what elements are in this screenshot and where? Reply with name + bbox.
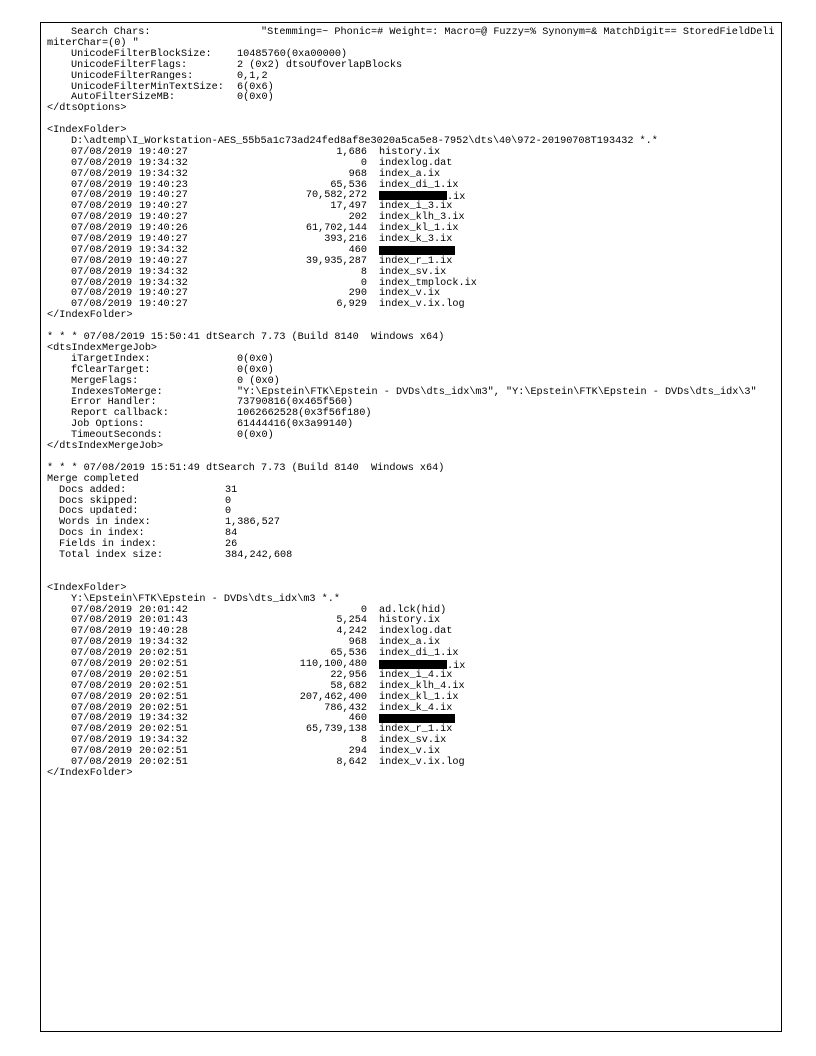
file-date: 07/08/2019 xyxy=(71,266,133,278)
file-date: 07/08/2019 xyxy=(71,648,133,660)
index-folder-path: D:\adtemp\I_Workstation-AES_55b5a1c73ad24fed8af8e3020a5ca5e8-7952\dts\40\972-20190708T193432 *.* xyxy=(71,136,658,148)
redaction-box xyxy=(379,714,455,723)
merge-job-row-value: 73790816(0x465f560) xyxy=(237,397,354,409)
merge-stat-row-value: 26 xyxy=(225,539,238,551)
merge-job-row-value: 0(0x0) xyxy=(237,430,274,442)
file-date: 07/08/2019 xyxy=(71,757,133,769)
index-folder-open-tag: <IndexFolder> xyxy=(47,125,127,137)
merge-job-row-label: MergeFlags: xyxy=(71,375,139,387)
file-date: 07/08/2019 xyxy=(71,746,133,758)
file-date: 07/08/2019 xyxy=(71,299,133,311)
merge-job-row-label: IndexesToMerge: xyxy=(71,386,163,398)
merge-job-row-label: Job Options: xyxy=(71,419,145,431)
merge-result-rows xyxy=(47,486,777,562)
file-name: indexlog.dat xyxy=(379,157,453,169)
merge-job-row xyxy=(47,366,777,377)
file-time: 19:34:32 xyxy=(139,266,188,278)
merge-stat-row xyxy=(47,551,777,562)
file-size: 0 xyxy=(360,277,367,289)
merge-job-close-tag: </dtsIndexMergeJob> xyxy=(47,441,164,453)
file-size: 22,956 xyxy=(330,669,367,681)
file-name: index_kl_1.ix xyxy=(379,223,459,235)
file-size: 393,216 xyxy=(324,234,367,246)
file-date: 07/08/2019 xyxy=(71,691,133,703)
option-row-value: 2 (0x2) dtsoUfOverlapBlocks xyxy=(237,59,403,71)
search-chars-row xyxy=(47,28,777,50)
file-date: 07/08/2019 xyxy=(71,659,133,670)
file-size: 1,686 xyxy=(336,146,367,158)
file-date: 07/08/2019 xyxy=(71,669,133,681)
file-date: 07/08/2019 xyxy=(71,212,133,224)
file-date: 07/08/2019 xyxy=(71,724,133,736)
option-row-label: UnicodeFilterRanges: xyxy=(71,70,194,82)
file-size: 0 xyxy=(360,157,367,169)
file-time: 20:02:51 xyxy=(139,680,188,692)
file-date: 07/08/2019 xyxy=(71,255,133,267)
file-size: 8,642 xyxy=(336,757,367,769)
file-size: 65,536 xyxy=(330,179,367,191)
merge-job-row-value: 61444416(0x3a99140) xyxy=(237,419,354,431)
file-date: 07/08/2019 xyxy=(71,702,133,714)
file-size: 8 xyxy=(360,735,367,747)
file-size: 968 xyxy=(348,168,367,180)
file-name: ad.lck(hid) xyxy=(379,604,447,616)
file-date: 07/08/2019 xyxy=(71,615,133,627)
option-row xyxy=(47,93,777,104)
merge-stat-row-value: 384,242,608 xyxy=(225,550,293,562)
index-folder-open-tag: <IndexFolder> xyxy=(47,582,127,594)
merge-stat-row-label: Docs updated: xyxy=(59,506,139,518)
file-date: 07/08/2019 xyxy=(71,190,133,202)
file-size: 294 xyxy=(348,746,367,758)
merge-job-row-value: 0 (0x0) xyxy=(237,375,280,387)
file-size: 460 xyxy=(348,713,367,725)
file-size: 202 xyxy=(348,212,367,224)
file-time: 20:02:51 xyxy=(139,659,188,670)
merge-stat-row-label: Fields in index: xyxy=(59,539,157,551)
file-name: index_sv.ix xyxy=(379,266,447,278)
file-size: 0 xyxy=(360,604,367,616)
merge-job-row-label: Report callback: xyxy=(71,408,169,420)
merge-result-timestamp: * * * 07/08/2019 15:51:49 dtSearch 7.73 (Build 8140 Windows x64) xyxy=(47,462,445,474)
option-row-label: UnicodeFilterFlags: xyxy=(71,59,188,71)
file-name: index_k_3.ix xyxy=(379,234,453,246)
file-date: 07/08/2019 xyxy=(71,713,133,725)
file-time: 19:40:27 xyxy=(139,299,188,311)
merge-stat-row-label: Docs added: xyxy=(59,484,127,496)
merge-stat-row-value: 0 xyxy=(225,506,232,518)
file-date: 07/08/2019 xyxy=(71,626,133,638)
file-time: 19:34:32 xyxy=(139,244,188,256)
file-name: index_kl_1.ix xyxy=(379,691,459,703)
file-time: 19:34:32 xyxy=(139,157,188,169)
merge-job-row-label: TimeoutSeconds: xyxy=(71,430,163,442)
file-time: 20:01:42 xyxy=(139,604,188,616)
file-time: 20:02:51 xyxy=(139,757,188,769)
file-size: 460 xyxy=(348,244,367,256)
file-date: 07/08/2019 xyxy=(71,604,133,616)
file-time: 20:02:51 xyxy=(139,669,188,681)
file-time: 19:40:27 xyxy=(139,146,188,158)
log-content xyxy=(47,28,777,780)
file-date: 07/08/2019 xyxy=(71,277,133,289)
file-time: 20:02:51 xyxy=(139,702,188,714)
index-folder-close-tag: </IndexFolder> xyxy=(47,767,133,779)
file-time: 19:40:27 xyxy=(139,212,188,224)
file-time: 19:40:27 xyxy=(139,201,188,213)
merge-job-row-label: Error Handler: xyxy=(71,397,157,409)
option-row-label: AutoFilterSizeMB: xyxy=(71,92,175,104)
file-time: 19:40:28 xyxy=(139,626,188,638)
file-time: 20:02:51 xyxy=(139,691,188,703)
redaction-box xyxy=(379,191,447,200)
file-name: index_r_1.ix xyxy=(379,724,453,736)
merge-stat-row-value: 84 xyxy=(225,528,238,540)
merge-result-heading: Merge completed xyxy=(47,473,139,485)
options-close-tag: </dtsOptions> xyxy=(47,103,127,115)
file-size: 65,536 xyxy=(330,648,367,660)
file-row xyxy=(47,170,777,181)
file-date: 07/08/2019 xyxy=(71,288,133,300)
merge-job-timestamp: * * * 07/08/2019 15:50:41 dtSearch 7.73 (Build 8140 Windows x64) xyxy=(47,332,445,344)
merge-stat-row xyxy=(47,497,777,508)
file-time: 19:40:26 xyxy=(139,223,188,235)
file-date: 07/08/2019 xyxy=(71,146,133,158)
file-row xyxy=(47,693,777,704)
file-name: indexlog.dat xyxy=(379,626,453,638)
merge-job-open-tag: <dtsIndexMergeJob> xyxy=(47,342,158,354)
file-size: 65,739,138 xyxy=(305,724,367,736)
merge-job-rows xyxy=(47,355,777,442)
file-date: 07/08/2019 xyxy=(71,637,133,649)
file-size: 110,100,480 xyxy=(299,659,367,670)
option-row-label: UnicodeFilterMinTextSize: xyxy=(71,81,224,93)
file-time: 19:34:32 xyxy=(139,168,188,180)
option-row-value: 10485760(0xa00000) xyxy=(237,48,348,60)
merge-stat-row-label: Docs in index: xyxy=(59,528,145,540)
file-date: 07/08/2019 xyxy=(71,157,133,169)
file-time: 20:02:51 xyxy=(139,724,188,736)
option-row-value: 6(0x6) xyxy=(237,81,274,93)
file-time: 20:01:43 xyxy=(139,615,188,627)
file-size: 786,432 xyxy=(324,702,367,714)
file-size: 207,462,400 xyxy=(299,691,367,703)
file-time: 19:40:27 xyxy=(139,288,188,300)
file-name-text: .ix xyxy=(447,192,466,204)
file-size: 4,242 xyxy=(336,626,367,638)
file-name: history.ix xyxy=(379,615,441,627)
merge-stat-row-value: 1,386,527 xyxy=(225,517,281,529)
file-time: 19:34:32 xyxy=(139,277,188,289)
option-row-value: 0,1,2 xyxy=(237,70,268,82)
file-date: 07/08/2019 xyxy=(71,179,133,191)
option-row-value: 0(0x0) xyxy=(237,92,274,104)
file-name: index_r_1.ix xyxy=(379,255,453,267)
file-name: index_v.ix xyxy=(379,746,441,758)
search-chars-value: "Stemming=~ Phonic=# Weight=: Macro=@ Fuzzy=% Synonym=& MatchDigit== StoredFieldDelimiterChar=(0) " xyxy=(47,27,775,49)
file-row xyxy=(47,300,777,311)
file-time: 19:34:32 xyxy=(139,713,188,725)
file-size: 58,682 xyxy=(330,680,367,692)
file-name: index_a.ix xyxy=(379,168,441,180)
file-name: index_v.ix.log xyxy=(379,757,465,769)
index-folder-file-list xyxy=(47,606,777,769)
index-folder-path: Y:\Epstein\FTK\Epstein - DVDs\dts_idx\m3 *.* xyxy=(71,593,340,605)
merge-stat-row-label: Words in index: xyxy=(59,517,151,529)
merge-stat-row-label: Total index size: xyxy=(59,550,163,562)
file-name: index_k_4.ix xyxy=(379,702,453,714)
merge-stat-row-label: Docs skipped: xyxy=(59,495,139,507)
file-size: 290 xyxy=(348,288,367,300)
options-rows xyxy=(47,50,777,105)
file-size: 5,254 xyxy=(336,615,367,627)
file-row xyxy=(47,758,777,769)
file-date: 07/08/2019 xyxy=(71,168,133,180)
file-date: 07/08/2019 xyxy=(71,223,133,235)
merge-job-row-label: fClearTarget: xyxy=(71,364,151,376)
merge-stat-row xyxy=(47,518,777,529)
merge-job-row-value: 1062662528(0x3f56f180) xyxy=(237,408,372,420)
merge-job-row-value: "Y:\Epstein\FTK\Epstein - DVDs\dts_idx\m3", "Y:\Epstein\FTK\Epstein - DVDs\dts_idx\3" xyxy=(237,386,757,398)
file-size: 968 xyxy=(348,637,367,649)
option-row-label: UnicodeFilterBlockSize: xyxy=(71,48,212,60)
file-size: 61,702,144 xyxy=(305,223,367,235)
file-date: 07/08/2019 xyxy=(71,201,133,213)
redaction-box xyxy=(379,660,447,669)
file-time: 19:40:27 xyxy=(139,234,188,246)
file-size: 17,497 xyxy=(330,201,367,213)
file-name: index_klh_4.ix xyxy=(379,680,465,692)
option-row xyxy=(47,72,777,83)
file-name: index_di_1.ix xyxy=(379,179,459,191)
file-date: 07/08/2019 xyxy=(71,234,133,246)
file-name: index_di_1.ix xyxy=(379,648,459,660)
file-size: 6,929 xyxy=(336,299,367,311)
file-time: 20:02:51 xyxy=(139,648,188,660)
document-frame xyxy=(40,22,782,1032)
merge-stat-row-value: 31 xyxy=(225,484,238,496)
file-name: index_i_3.ix xyxy=(379,201,453,213)
file-name: index_a.ix xyxy=(379,637,441,649)
merge-job-row-label: iTargetIndex: xyxy=(71,353,151,365)
file-name: index_v.ix xyxy=(379,288,441,300)
file-name: index_i_4.ix xyxy=(379,669,453,681)
file-time: 19:40:27 xyxy=(139,190,188,202)
file-size: 8 xyxy=(360,266,367,278)
file-time: 19:34:32 xyxy=(139,637,188,649)
merge-stat-row xyxy=(47,507,777,518)
merge-job-row xyxy=(47,355,777,366)
index-folder-close-tag: </IndexFolder> xyxy=(47,310,133,322)
file-date: 07/08/2019 xyxy=(71,735,133,747)
redaction-box xyxy=(379,246,455,255)
option-row xyxy=(47,61,777,72)
merge-stat-row-value: 0 xyxy=(225,495,232,507)
file-size: 39,935,287 xyxy=(305,255,367,267)
file-date: 07/08/2019 xyxy=(71,244,133,256)
search-chars-label: Search Chars: xyxy=(71,27,151,38)
file-size: 70,582,272 xyxy=(305,190,367,202)
file-name: index_tmplock.ix xyxy=(379,277,477,289)
index-folder-file-list xyxy=(47,148,777,311)
file-time: 19:40:27 xyxy=(139,255,188,267)
file-name: index_klh_3.ix xyxy=(379,212,465,224)
file-time: 19:40:23 xyxy=(139,179,188,191)
file-time: 20:02:51 xyxy=(139,746,188,758)
merge-job-row xyxy=(47,409,777,420)
merge-job-row-value: 0(0x0) xyxy=(237,353,274,365)
merge-stat-row xyxy=(47,486,777,497)
merge-job-row-value: 0(0x0) xyxy=(237,364,274,376)
file-time: 19:34:32 xyxy=(139,735,188,747)
file-name: history.ix xyxy=(379,146,441,158)
file-row xyxy=(47,268,777,279)
file-name: index_sv.ix xyxy=(379,735,447,747)
file-name: index_v.ix.log xyxy=(379,299,465,311)
file-date: 07/08/2019 xyxy=(71,680,133,692)
file-name-text: .ix xyxy=(447,661,466,672)
